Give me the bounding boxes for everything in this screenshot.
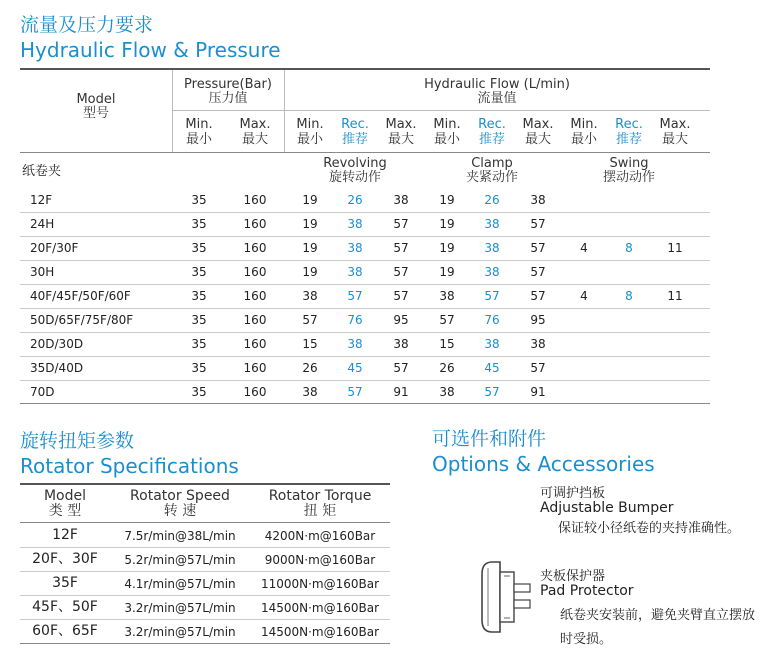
flow-cell: 4 bbox=[580, 241, 588, 255]
flow-cell: 160 bbox=[243, 289, 267, 303]
flow-cell: 38 bbox=[484, 217, 500, 231]
flow-row-model: 70D bbox=[30, 385, 55, 399]
flow-cell: 38 bbox=[347, 337, 363, 351]
flow-cell: 19 bbox=[302, 241, 318, 255]
rotator-speed-header-en: Rotator Speed bbox=[130, 488, 230, 504]
flow-cell: 95 bbox=[393, 313, 409, 327]
flow-cell: 57 bbox=[393, 361, 409, 375]
flow-cell: 57 bbox=[347, 385, 363, 399]
flow-subheader-cn-2: 最小 bbox=[296, 132, 323, 147]
flow-cell: 38 bbox=[439, 289, 455, 303]
flow-cell: 38 bbox=[484, 241, 500, 255]
flow-cell: 160 bbox=[243, 217, 267, 231]
flow-cell: 19 bbox=[439, 193, 455, 207]
flow-cell: 57 bbox=[484, 385, 500, 399]
pad-protector-desc: 纸卷夹安装前，避免夹臂直立摆放时受损。 bbox=[560, 608, 756, 647]
flow-cell: 19 bbox=[439, 217, 455, 231]
flow-cell: 19 bbox=[302, 193, 318, 207]
flow-row-model: 35D/40D bbox=[30, 361, 84, 375]
flow-cell: 57 bbox=[302, 313, 318, 327]
flow-row-model: 24H bbox=[30, 217, 55, 231]
flow-cell: 19 bbox=[439, 241, 455, 255]
model-header-cn: 型号 bbox=[82, 106, 109, 121]
flow-subheader-cn-1: 最大 bbox=[241, 132, 268, 147]
flow-cell: 38 bbox=[302, 289, 318, 303]
flow-cell: 38 bbox=[393, 337, 409, 351]
flow-cell: 11 bbox=[667, 241, 683, 255]
flow-cell: 35 bbox=[191, 193, 207, 207]
flow-subheader-cn-0: 最小 bbox=[185, 132, 212, 147]
flow-cell: 38 bbox=[347, 241, 363, 255]
pad-protector-title-en: Pad Protector bbox=[540, 583, 634, 599]
rotator-speed: 7.5r/min@38L/min bbox=[124, 529, 236, 543]
flow-subheader-en-1: Max. bbox=[239, 117, 271, 132]
flow-subheader-en-3: Rec. bbox=[341, 117, 369, 132]
flow-cell: 15 bbox=[302, 337, 318, 351]
group-label-en-1: Clamp bbox=[471, 156, 513, 171]
rotator-model: 20F、30F bbox=[32, 551, 98, 567]
flow-cell: 76 bbox=[484, 313, 500, 327]
flow-cell: 57 bbox=[393, 265, 409, 279]
rotator-speed-header-cn: 转 速 bbox=[163, 503, 197, 519]
flow-cell: 57 bbox=[393, 217, 409, 231]
flow-cell: 38 bbox=[347, 217, 363, 231]
flow-subheader-en-10: Max. bbox=[659, 117, 691, 132]
rotator-speed: 3.2r/min@57L/min bbox=[124, 601, 236, 615]
flow-cell: 19 bbox=[439, 265, 455, 279]
rotator-model-header-cn: 类 型 bbox=[48, 503, 82, 519]
flow-subheader-cn-7: 最大 bbox=[524, 132, 551, 147]
flow-cell: 38 bbox=[530, 337, 546, 351]
flow-cell: 91 bbox=[393, 385, 409, 399]
flow-subheader-en-0: Min. bbox=[185, 117, 213, 132]
flow-cell: 26 bbox=[347, 193, 363, 207]
flow-cell: 160 bbox=[243, 337, 267, 351]
flow-subheader-en-9: Rec. bbox=[615, 117, 643, 132]
flow-row-model: 20F/30F bbox=[30, 241, 79, 255]
flow-subheader-cn-3: 推荐 bbox=[341, 132, 368, 147]
rotator-title-cn: 旋转扭矩参数 bbox=[20, 430, 135, 452]
rotator-torque-header-cn: 扭 矩 bbox=[303, 503, 337, 519]
flow-subheader-cn-9: 推荐 bbox=[615, 132, 642, 147]
flow-subheader-en-2: Min. bbox=[296, 117, 324, 132]
rotator-speed: 5.2r/min@57L/min bbox=[124, 553, 236, 567]
flow-cell: 57 bbox=[393, 241, 409, 255]
flow-cell: 8 bbox=[625, 241, 633, 255]
flow-cell: 19 bbox=[302, 265, 318, 279]
flow-cell: 26 bbox=[439, 361, 455, 375]
flow-cell: 91 bbox=[530, 385, 546, 399]
flow-cell: 35 bbox=[191, 337, 207, 351]
flow-cell: 160 bbox=[243, 385, 267, 399]
flow-cell: 38 bbox=[484, 337, 500, 351]
flow-cell: 26 bbox=[484, 193, 500, 207]
flow-row-model: 30H bbox=[30, 265, 55, 279]
flow-subheader-en-4: Max. bbox=[385, 117, 417, 132]
flow-cell: 19 bbox=[302, 217, 318, 231]
rotator-model-header-en: Model bbox=[43, 488, 87, 504]
flow-subheader-cn-10: 最大 bbox=[661, 132, 688, 147]
rotator-torque: 14500N·m@160Bar bbox=[260, 625, 380, 639]
rotator-speed: 4.1r/min@57L/min bbox=[124, 577, 236, 591]
rotator-title-en: Rotator Specifications bbox=[20, 454, 239, 478]
rotator-speed: 3.2r/min@57L/min bbox=[124, 625, 236, 639]
flow-row-model: 20D/30D bbox=[30, 337, 84, 351]
options-title-en: Options & Accessories bbox=[432, 452, 655, 476]
bumper-title-en: Adjustable Bumper bbox=[540, 500, 674, 516]
flow-cell: 26 bbox=[302, 361, 318, 375]
group-label-cn-1: 夹紧动作 bbox=[465, 170, 518, 185]
flow-cell: 160 bbox=[243, 193, 267, 207]
flow-cell: 35 bbox=[191, 265, 207, 279]
flow-cell: 4 bbox=[580, 289, 588, 303]
flow-title-cn: 流量及压力要求 bbox=[20, 14, 154, 36]
flow-subheader-cn-5: 最小 bbox=[433, 132, 460, 147]
flow-cell: 57 bbox=[347, 289, 363, 303]
flow-cell: 57 bbox=[484, 289, 500, 303]
flow-subheader-en-5: Min. bbox=[433, 117, 461, 132]
flow-subheader-cn-6: 推荐 bbox=[478, 132, 505, 147]
flow-subheader-en-8: Min. bbox=[570, 117, 598, 132]
flow-row-model: 40F/45F/50F/60F bbox=[30, 289, 131, 303]
rotator-torque: 14500N·m@160Bar bbox=[260, 601, 380, 615]
flow-cell: 35 bbox=[191, 361, 207, 375]
rotator-torque-header-en: Rotator Torque bbox=[268, 488, 372, 504]
flow-cell: 15 bbox=[439, 337, 455, 351]
flow-cell: 57 bbox=[439, 313, 455, 327]
pressure-header-en: Pressure(Bar) bbox=[184, 77, 272, 92]
flow-cell: 57 bbox=[530, 217, 546, 231]
model-header-en: Model bbox=[76, 92, 116, 107]
group-label-cn-2: 摆动动作 bbox=[602, 170, 655, 185]
flow-cell: 57 bbox=[530, 241, 546, 255]
flow-cell: 57 bbox=[393, 289, 409, 303]
rotator-torque: 4200N·m@160Bar bbox=[264, 529, 376, 543]
flow-cell: 160 bbox=[243, 241, 267, 255]
rotator-model: 35F bbox=[52, 575, 78, 591]
flow-cell: 38 bbox=[439, 385, 455, 399]
flow-cell: 95 bbox=[530, 313, 546, 327]
rotator-model: 60F、65F bbox=[32, 623, 98, 639]
flow-cell: 8 bbox=[625, 289, 633, 303]
group-label-en-0: Revolving bbox=[323, 156, 387, 171]
flow-title-en: Hydraulic Flow & Pressure bbox=[20, 38, 281, 62]
pad-protector-image bbox=[474, 558, 534, 636]
rotator-model: 45F、50F bbox=[32, 599, 98, 615]
group-label-en-2: Swing bbox=[609, 156, 649, 171]
group-label-cn-0: 旋转动作 bbox=[328, 170, 381, 185]
rotator-torque: 11000N·m@160Bar bbox=[260, 577, 380, 591]
flow-cell: 38 bbox=[484, 265, 500, 279]
flow-cell: 38 bbox=[302, 385, 318, 399]
bumper-desc: 保证较小径纸卷的夹持准确性。 bbox=[558, 521, 741, 536]
flow-cell: 35 bbox=[191, 289, 207, 303]
flow-subheader-cn-8: 最小 bbox=[570, 132, 597, 147]
pressure-header-cn: 压力值 bbox=[208, 91, 248, 106]
flow-cell: 38 bbox=[347, 265, 363, 279]
pad-protector-title-cn: 夹板保护器 bbox=[540, 569, 606, 584]
options-title-cn: 可选件和附件 bbox=[432, 428, 547, 450]
flow-cell: 45 bbox=[484, 361, 500, 375]
bumper-title-cn: 可调护挡板 bbox=[540, 486, 606, 501]
flow-cell: 57 bbox=[530, 289, 546, 303]
flow-cell: 76 bbox=[347, 313, 363, 327]
flow-header-en: Hydraulic Flow (L/min) bbox=[424, 77, 570, 92]
flow-subheader-cn-4: 最大 bbox=[387, 132, 414, 147]
flow-cell: 160 bbox=[243, 313, 267, 327]
flow-cell: 35 bbox=[191, 241, 207, 255]
flow-cell: 160 bbox=[243, 265, 267, 279]
flow-subheader-en-6: Rec. bbox=[478, 117, 506, 132]
flow-cell: 38 bbox=[530, 193, 546, 207]
flow-cell: 35 bbox=[191, 217, 207, 231]
flow-cell: 38 bbox=[393, 193, 409, 207]
flow-header-cn: 流量值 bbox=[477, 91, 517, 106]
flow-cell: 57 bbox=[530, 361, 546, 375]
flow-row-model: 50D/65F/75F/80F bbox=[30, 313, 134, 327]
rotator-model: 12F bbox=[52, 527, 78, 543]
flow-cell: 160 bbox=[243, 361, 267, 375]
flow-cell: 35 bbox=[191, 385, 207, 399]
flow-cell: 11 bbox=[667, 289, 683, 303]
flow-row-model: 12F bbox=[30, 193, 53, 207]
flow-cell: 57 bbox=[530, 265, 546, 279]
category-label: 纸卷夹 bbox=[22, 164, 62, 179]
flow-cell: 45 bbox=[347, 361, 363, 375]
rotator-torque: 9000N·m@160Bar bbox=[264, 553, 376, 567]
flow-subheader-en-7: Max. bbox=[522, 117, 554, 132]
flow-cell: 35 bbox=[191, 313, 207, 327]
